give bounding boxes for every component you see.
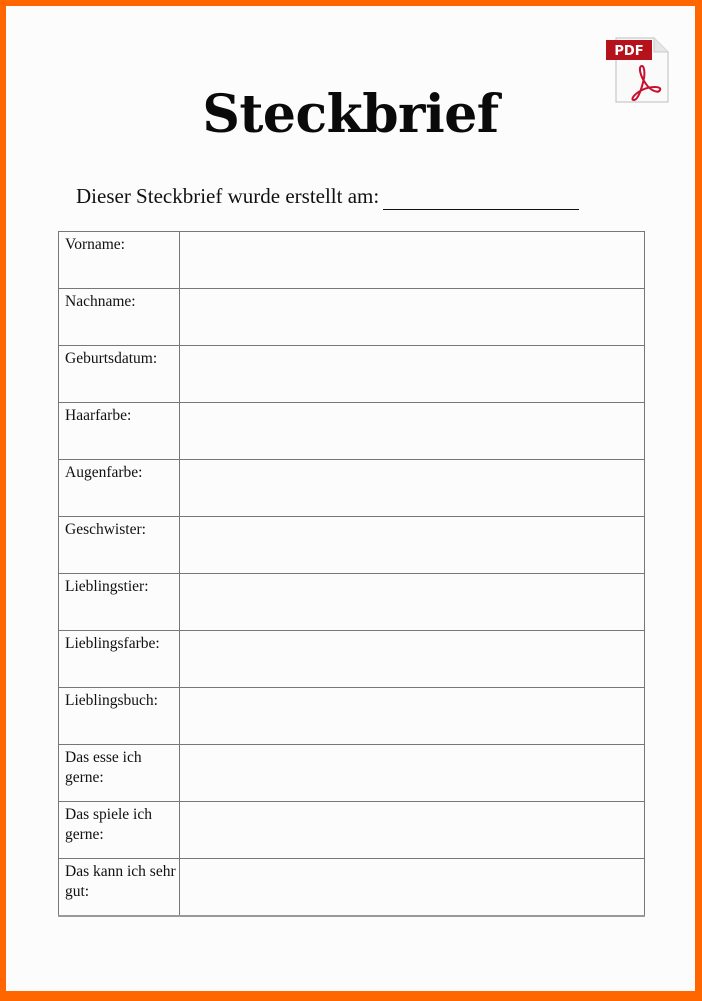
svg-text:PDF: PDF [614, 44, 644, 59]
table-row [59, 460, 645, 517]
document-page [6, 6, 695, 991]
field-label-nachname: Nachname: [59, 289, 180, 346]
table-row [59, 688, 645, 745]
field-label-haarfarbe: Haarfarbe: [59, 403, 180, 460]
creation-date-label: Dieser Steckbrief wurde erstellt am: [76, 184, 380, 208]
field-label-geschwister: Geschwister: [59, 517, 180, 574]
page-title: Steckbrief [202, 84, 499, 145]
field-label-augenfarbe: Augenfarbe: [59, 460, 180, 517]
table-row [59, 403, 645, 460]
field-value-lieblingsfarbe[interactable] [180, 631, 645, 688]
table-row [59, 517, 645, 574]
field-label-talent: Das kann ich sehr gut: [59, 859, 180, 917]
table-row [59, 232, 645, 289]
field-value-augenfarbe[interactable] [180, 460, 645, 517]
field-value-haarfarbe[interactable] [180, 403, 645, 460]
table-row [59, 859, 645, 917]
field-value-geschwister[interactable] [180, 517, 645, 574]
field-label-lieblingsspiel: Das spiele ich gerne: [59, 802, 180, 859]
field-value-lieblingsessen[interactable] [180, 745, 645, 802]
table-row [59, 745, 645, 802]
field-value-lieblingstier[interactable] [180, 574, 645, 631]
field-label-lieblingsbuch: Lieblingsbuch: [59, 688, 180, 745]
field-value-geburtsdatum[interactable] [180, 346, 645, 403]
field-value-vorname[interactable] [180, 232, 645, 289]
table-row [59, 631, 645, 688]
field-value-lieblingsspiel[interactable] [180, 802, 645, 859]
table-row [59, 289, 645, 346]
table-row [59, 802, 645, 859]
field-value-lieblingsbuch[interactable] [180, 688, 645, 745]
field-label-geburtsdatum: Geburtsdatum: [59, 346, 180, 403]
creation-date-blank[interactable] [383, 184, 579, 210]
field-value-nachname[interactable] [180, 289, 645, 346]
table-row [59, 346, 645, 403]
field-label-lieblingstier: Lieblingstier: [59, 574, 180, 631]
table-row [59, 574, 645, 631]
field-value-talent[interactable] [180, 859, 645, 917]
creation-date-line [76, 184, 579, 210]
field-label-lieblingsfarbe: Lieblingsfarbe: [59, 631, 180, 688]
field-label-vorname: Vorname: [59, 232, 180, 289]
field-label-lieblingsessen: Das esse ich gerne: [59, 745, 180, 802]
profile-form-table [58, 231, 645, 917]
